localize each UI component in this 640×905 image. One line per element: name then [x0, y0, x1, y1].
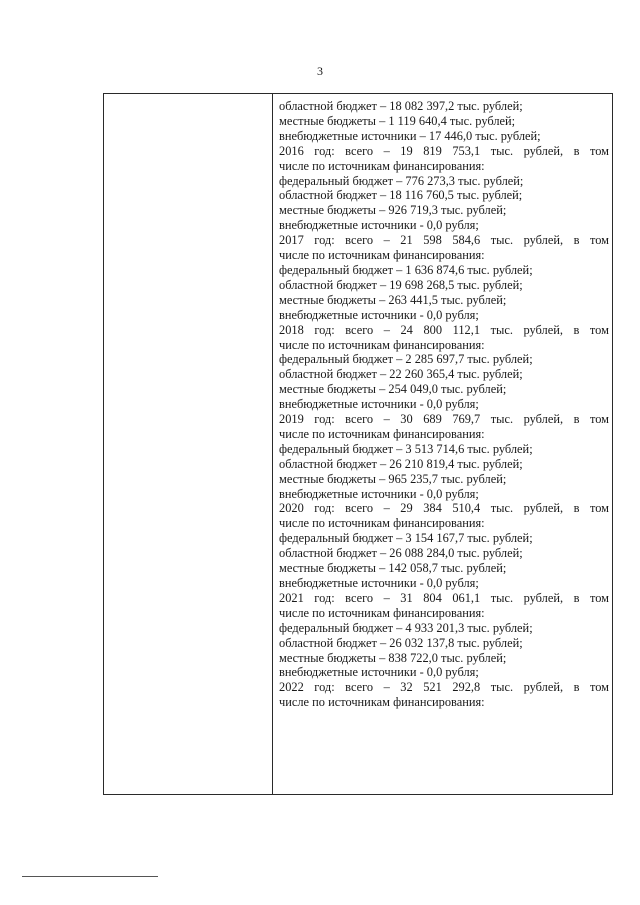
column-divider: [272, 94, 273, 794]
text-line: местные бюджеты – 263 441,5 тыс. рублей;: [279, 292, 507, 307]
text-line: 2020 год: всего – 29 384 510,4 тыс. рублей, в том: [279, 501, 609, 516]
text-line: местные бюджеты – 838 722,0 тыс. рублей;: [279, 650, 507, 665]
text-line: областной бюджет – 19 698 268,5 тыс. рублей;: [279, 277, 523, 292]
text-line: местные бюджеты – 254 049,0 тыс. рублей;: [279, 382, 507, 397]
text-line: федеральный бюджет – 3 154 167,7 тыс. рублей;: [279, 531, 533, 546]
text-line: числе по источникам финансирования:: [279, 695, 485, 710]
text-line: числе по источникам финансирования:: [279, 516, 485, 531]
text-line: внебюджетные источники - 0,0 рубля;: [279, 397, 479, 412]
page-number: 3: [317, 64, 323, 78]
text-line: местные бюджеты – 142 058,7 тыс. рублей;: [279, 561, 507, 576]
text-line: местные бюджеты – 926 719,3 тыс. рублей;: [279, 203, 507, 218]
text-line: областной бюджет – 26 210 819,4 тыс. рублей;: [279, 456, 523, 471]
text-line: 2022 год: всего – 32 521 292,8 тыс. рублей, в том: [279, 680, 609, 695]
footnote-rule: [22, 876, 158, 877]
text-line: 2018 год: всего – 24 800 112,1 тыс. рублей, в том: [279, 322, 609, 337]
text-line: федеральный бюджет – 3 513 714,6 тыс. рублей;: [279, 441, 533, 456]
funding-table: [103, 93, 613, 795]
text-line: 2016 год: всего – 19 819 753,1 тыс. рублей, в том: [279, 143, 609, 158]
text-line: областной бюджет – 18 116 760,5 тыс. рублей;: [279, 188, 523, 203]
text-line: 2019 год: всего – 30 689 769,7 тыс. рублей, в том: [279, 412, 609, 427]
text-line: местные бюджеты – 965 235,7 тыс. рублей;: [279, 471, 507, 486]
text-line: областной бюджет – 26 032 137,8 тыс. рублей;: [279, 635, 523, 650]
text-line: 2021 год: всего – 31 804 061,1 тыс. рублей, в том: [279, 590, 609, 605]
text-line: числе по источникам финансирования:: [279, 248, 485, 263]
text-line: областной бюджет – 22 260 365,4 тыс. рублей;: [279, 367, 523, 382]
text-line: числе по источникам финансирования:: [279, 337, 485, 352]
text-line: внебюджетные источники - 0,0 рубля;: [279, 665, 479, 680]
funding-text-cell: [279, 99, 609, 710]
text-line: внебюджетные источники - 0,0 рубля;: [279, 486, 479, 501]
text-line: местные бюджеты – 1 119 640,4 тыс. рублей;: [279, 113, 516, 128]
text-line: числе по источникам финансирования:: [279, 158, 485, 173]
text-line: внебюджетные источники - 0,0 рубля;: [279, 307, 479, 322]
text-line: внебюджетные источники - 0,0 рубля;: [279, 218, 479, 233]
text-line: числе по источникам финансирования:: [279, 605, 485, 620]
text-line: федеральный бюджет – 2 285 697,7 тыс. рублей;: [279, 352, 533, 367]
text-line: 2017 год: всего – 21 598 584,6 тыс. рублей, в том: [279, 233, 609, 248]
text-line: внебюджетные источники – 17 446,0 тыс. рублей;: [279, 128, 541, 143]
text-line: внебюджетные источники - 0,0 рубля;: [279, 576, 479, 590]
text-line: областной бюджет – 18 082 397,2 тыс. рублей;: [279, 99, 523, 113]
text-line: федеральный бюджет – 1 636 874,6 тыс. рублей;: [279, 262, 533, 277]
text-line: областной бюджет – 26 088 284,0 тыс. рублей;: [279, 546, 523, 561]
text-line: федеральный бюджет – 4 933 201,3 тыс. рублей;: [279, 620, 533, 635]
text-line: числе по источникам финансирования:: [279, 426, 485, 441]
text-line: федеральный бюджет – 776 273,3 тыс. рублей;: [279, 173, 524, 188]
